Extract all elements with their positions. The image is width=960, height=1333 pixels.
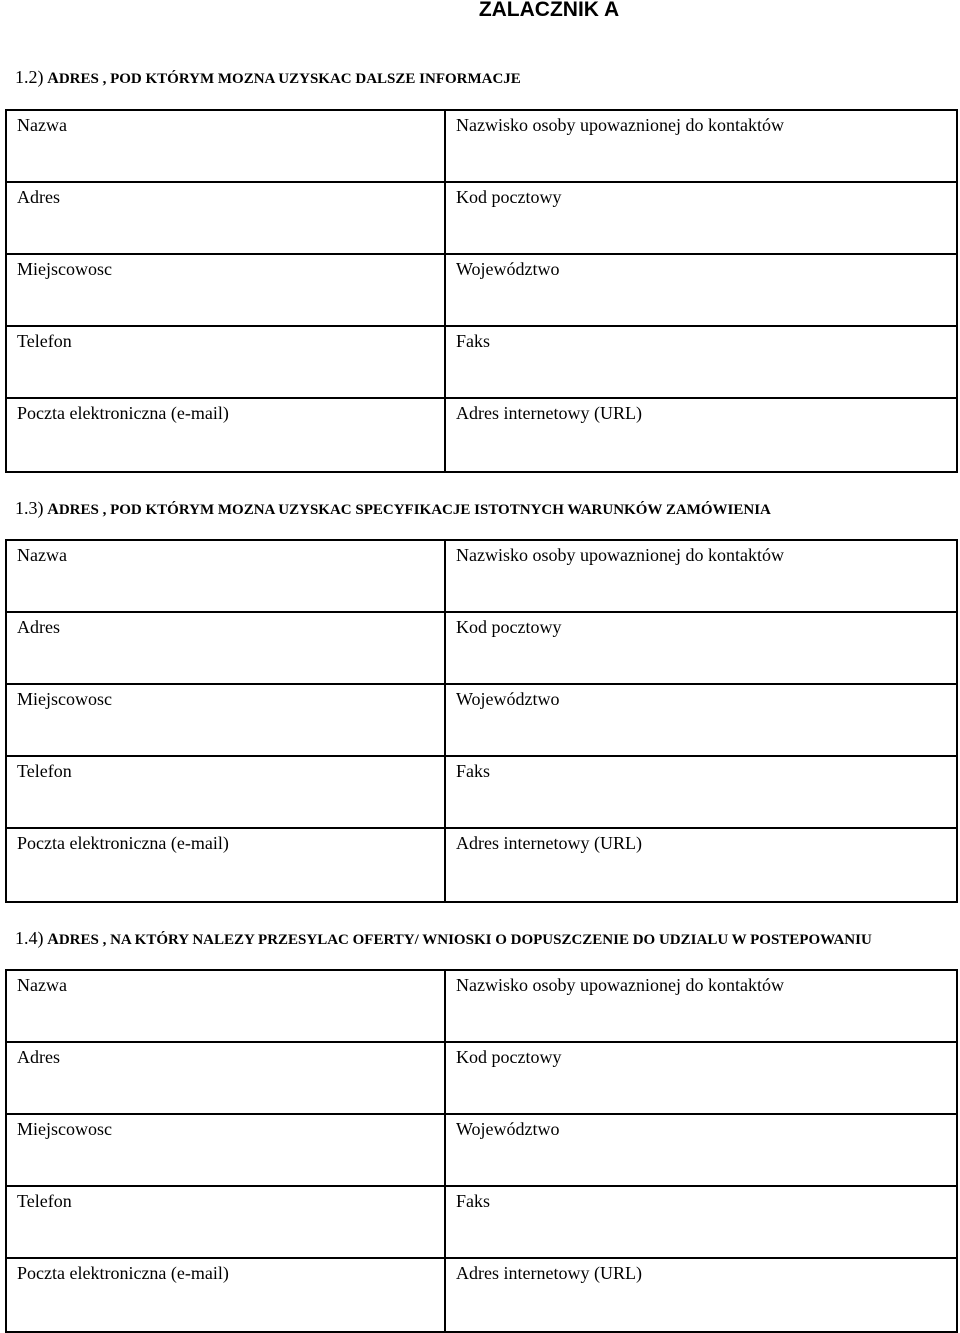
section-heading-text: DRES , NA KTÓRY NALEZY PRZESYLAC OFERTY/ WNIOSKI O DOPUSZCZENIE DO UDZIALU W POSTEPOWANIU [58, 932, 872, 948]
table-row [6, 828, 957, 902]
table-row [6, 612, 957, 684]
table-row [6, 970, 957, 1042]
field-fax[interactable]: Faks [445, 326, 957, 398]
field-city[interactable]: Miejscowosc [6, 1114, 445, 1186]
section-heading: 1.2) ADRES , POD KTÓRYM MOZNA UZYSKAC DALSZE INFORMACJE [15, 67, 521, 87]
section-heading: 1.3) ADRES , POD KTÓRYM MOZNA UZYSKAC SPECYFIKACJE ISTOTNYCH WARUNKÓW ZAMÓWIENIA [15, 498, 771, 518]
field-fax[interactable]: Faks [445, 1186, 957, 1258]
section-number: 1.2) [15, 67, 44, 87]
table-row [6, 684, 957, 756]
field-url[interactable]: Adres internetowy (URL) [445, 1258, 957, 1332]
field-contact-person[interactable]: Nazwisko osoby upowaznionej do kontaktów [445, 970, 957, 1042]
field-contact-person[interactable]: Nazwisko osoby upowaznionej do kontaktów [445, 540, 957, 612]
contact-form-table [5, 539, 958, 903]
table-row [6, 540, 957, 612]
table-row [6, 1042, 957, 1114]
field-phone[interactable]: Telefon [6, 1186, 445, 1258]
contact-form-table [5, 969, 958, 1333]
table-row [6, 254, 957, 326]
field-fax[interactable]: Faks [445, 756, 957, 828]
table-row [6, 326, 957, 398]
section-heading: 1.4) ADRES , NA KTÓRY NALEZY PRZESYLAC OFERTY/ WNIOSKI O DOPUSZCZENIE DO UDZIALU W POSTEPOWANIU [15, 928, 872, 948]
field-phone[interactable]: Telefon [6, 326, 445, 398]
field-province[interactable]: Województwo [445, 1114, 957, 1186]
section-number: 1.3) [15, 498, 44, 518]
field-postal-code[interactable]: Kod pocztowy [445, 1042, 957, 1114]
field-phone[interactable]: Telefon [6, 756, 445, 828]
page-title: ZALACZNIK A [478, 0, 620, 21]
field-email[interactable]: Poczta elektroniczna (e-mail) [6, 1258, 445, 1332]
field-nazwa[interactable]: Nazwa [6, 540, 445, 612]
field-adres[interactable]: Adres [6, 1042, 445, 1114]
table-row [6, 110, 957, 182]
field-adres[interactable]: Adres [6, 182, 445, 254]
table-row [6, 398, 957, 472]
field-postal-code[interactable]: Kod pocztowy [445, 612, 957, 684]
section-heading-text: DRES , POD KTÓRYM MOZNA UZYSKAC DALSZE INFORMACJE [58, 71, 521, 87]
field-province[interactable]: Województwo [445, 684, 957, 756]
field-url[interactable]: Adres internetowy (URL) [445, 828, 957, 902]
table-row [6, 1186, 957, 1258]
contact-form-table [5, 109, 958, 473]
table-row [6, 1258, 957, 1332]
field-email[interactable]: Poczta elektroniczna (e-mail) [6, 828, 445, 902]
field-city[interactable]: Miejscowosc [6, 254, 445, 326]
field-adres[interactable]: Adres [6, 612, 445, 684]
table-row [6, 756, 957, 828]
field-contact-person[interactable]: Nazwisko osoby upowaznionej do kontaktów [445, 110, 957, 182]
field-nazwa[interactable]: Nazwa [6, 970, 445, 1042]
field-url[interactable]: Adres internetowy (URL) [445, 398, 957, 472]
table-row [6, 182, 957, 254]
section-heading-text: DRES , POD KTÓRYM MOZNA UZYSKAC SPECYFIKACJE ISTOTNYCH WARUNKÓW ZAMÓWIENIA [58, 502, 771, 518]
field-nazwa[interactable]: Nazwa [6, 110, 445, 182]
field-email[interactable]: Poczta elektroniczna (e-mail) [6, 398, 445, 472]
field-postal-code[interactable]: Kod pocztowy [445, 182, 957, 254]
section-number: 1.4) [15, 928, 44, 948]
field-city[interactable]: Miejscowosc [6, 684, 445, 756]
table-row [6, 1114, 957, 1186]
field-province[interactable]: Województwo [445, 254, 957, 326]
